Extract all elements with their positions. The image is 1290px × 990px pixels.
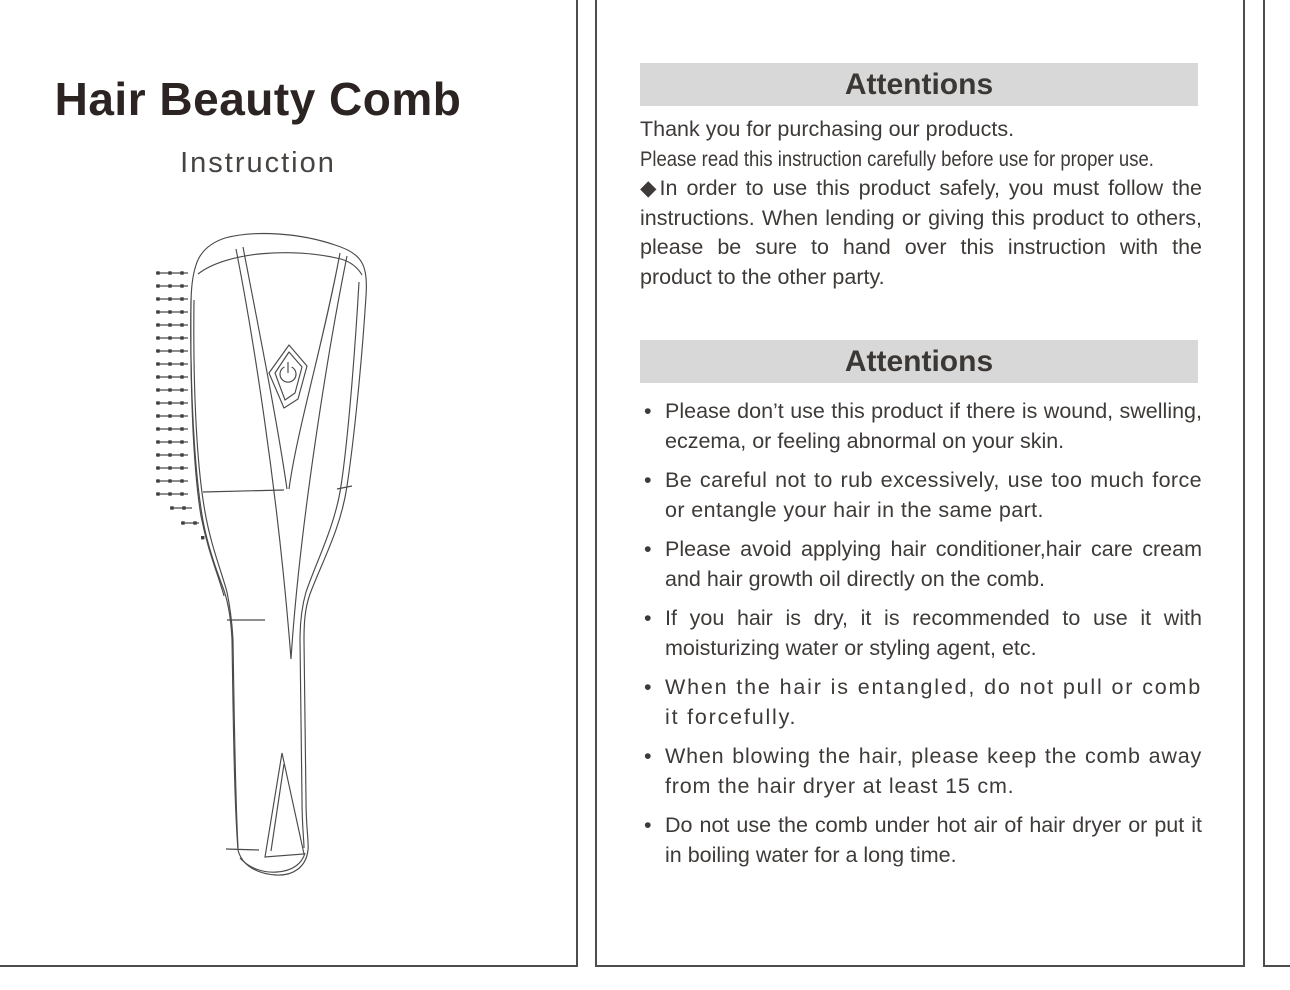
- bullet-marker: •: [644, 399, 652, 423]
- attention-bullet: • When blowing the hair, please keep the comb away from the hair dryer at least 15 cm.: [644, 742, 1202, 801]
- attentions-bullet-list: [644, 397, 1202, 880]
- bullet-marker: •: [644, 813, 652, 837]
- comb-bristles: [156, 271, 204, 539]
- hair-comb-illustration: [140, 222, 390, 884]
- product-subtitle: Instruction: [180, 147, 336, 179]
- attention-bullet: • Please avoid applying hair conditioner,hair care cream and hair growth oil directly on the comb.: [644, 535, 1202, 594]
- attention-bullet: • Be careful not to rub excessively, use too much force or entangle your hair in the same part.: [644, 466, 1202, 525]
- bullet-marker: •: [644, 606, 652, 630]
- comb-v-groove: [236, 249, 291, 659]
- attention-bullet: • Please don’t use this product if there is wound, swelling, eczema, or feeling abnormal on your skin.: [644, 397, 1202, 456]
- handle-triangle: [265, 753, 304, 857]
- section-header-attentions-1: Attentions: [640, 63, 1198, 106]
- bullet-marker: •: [644, 675, 652, 699]
- follow-instructions-paragraph: ◆In order to use this product safely, you must follow the instructions. When lending or giving this product to others, please be sure to hand over this instruction with the product to the other party.: [640, 176, 1202, 289]
- product-title: Hair Beauty Comb: [54, 73, 462, 125]
- bullet-marker: •: [644, 537, 652, 561]
- manual-page-next-edge: [1263, 0, 1290, 967]
- attention-bullet: • If you hair is dry, it is recommended to use it with moisturizing water or styling agent, etc.: [644, 604, 1202, 663]
- section-header-attentions-2: Attentions: [640, 340, 1198, 383]
- attention-bullet: • When the hair is entangled, do not pull or comb it forcefully.: [644, 673, 1202, 732]
- attentions-general-text: [640, 115, 1202, 292]
- thanks-line: Thank you for purchasing our products.: [640, 117, 1015, 141]
- comb-body-outline: [191, 234, 367, 876]
- power-button-icon: [269, 345, 307, 408]
- read-carefully-line: Please read this instruction carefully before use for proper use.: [640, 146, 1154, 171]
- bullet-marker: •: [644, 744, 652, 768]
- bullet-marker: •: [644, 468, 652, 492]
- attention-bullet: • Do not use the comb under hot air of hair dryer or put it in boiling water for a long time.: [644, 811, 1202, 870]
